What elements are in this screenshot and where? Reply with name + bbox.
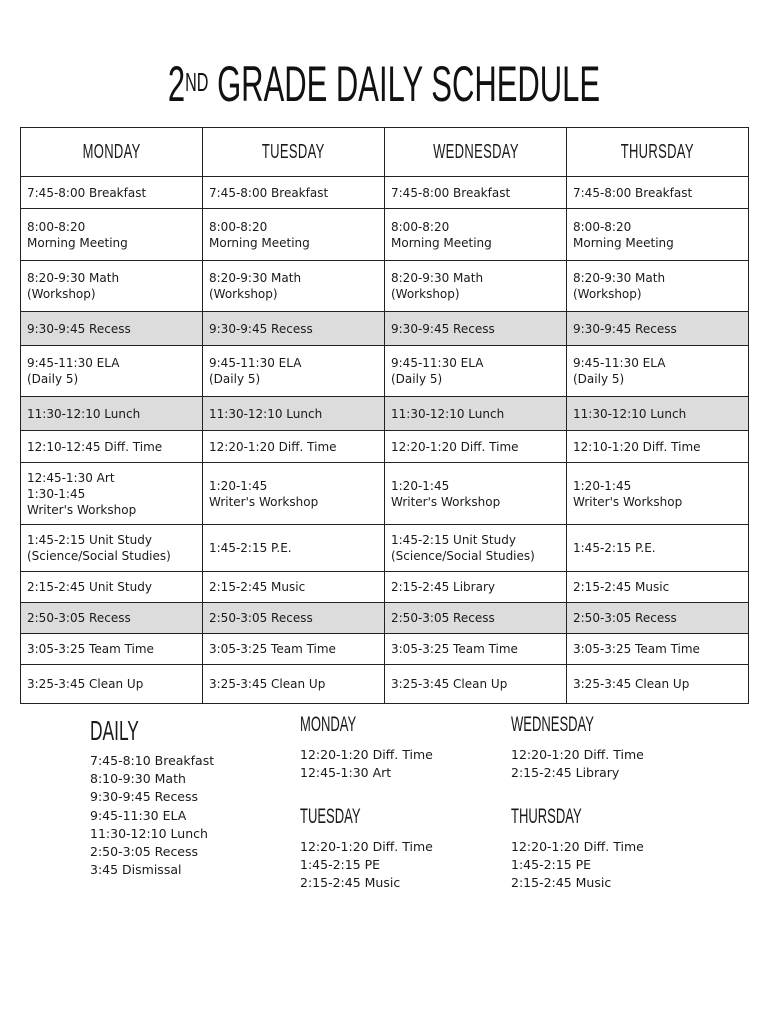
table-cell: 1:20-1:45 Writer's Workshop [567, 463, 749, 525]
schedule-table [20, 127, 749, 704]
summary-tuesday-item: 1:45-2:15 PE [300, 857, 381, 873]
table-cell: 8:00-8:20 Morning Meeting [203, 209, 385, 261]
table-cell: 12:10-1:20 Diff. Time [567, 431, 749, 463]
table-cell: 2:50-3:05 Recess [21, 603, 203, 634]
table-cell: 7:45-8:00 Breakfast [567, 177, 749, 209]
table-cell: 3:05-3:25 Team Time [385, 634, 567, 665]
summary-tuesday-item: 12:20-1:20 Diff. Time [300, 839, 433, 854]
table-row [21, 312, 749, 346]
summary-thursday [511, 802, 644, 893]
table-cell: 9:45-11:30 ELA (Daily 5) [203, 346, 385, 397]
table-cell: 3:05-3:25 Team Time [21, 634, 203, 665]
table-row [21, 634, 749, 665]
table-cell: 2:50-3:05 Recess [385, 603, 567, 634]
table-cell: 9:45-11:30 ELA (Daily 5) [567, 346, 749, 397]
table-row [21, 177, 749, 209]
summary-daily-item: 8:10-9:30 Math [90, 771, 186, 787]
table-cell: 1:20-1:45 Writer's Workshop [385, 463, 567, 525]
summary-monday-heading: MONDAY [300, 713, 357, 736]
table-row [21, 431, 749, 463]
summary-daily [90, 714, 214, 879]
table-cell: 2:50-3:05 Recess [203, 603, 385, 634]
summary-daily-item: 11:30-12:10 Lunch [90, 825, 208, 841]
summary-tuesday-item: 2:15-2:45 Music [300, 875, 401, 891]
summary-thursday-heading: THURSDAY [511, 805, 582, 828]
summary-daily-item: 7:45-8:10 Breakfast [90, 753, 215, 768]
table-row [21, 346, 749, 397]
table-cell: 8:00-8:20 Morning Meeting [21, 209, 203, 261]
table-cell: 9:30-9:45 Recess [385, 312, 567, 346]
summary-wednesday-heading: WEDNESDAY [511, 713, 594, 736]
table-row [21, 397, 749, 431]
table-cell: 8:00-8:20 Morning Meeting [567, 209, 749, 261]
table-cell: 1:20-1:45 Writer's Workshop [203, 463, 385, 525]
table-cell: 1:45-2:15 P.E. [203, 525, 385, 572]
table-cell: 8:20-9:30 Math (Workshop) [385, 261, 567, 312]
table-cell: 7:45-8:00 Breakfast [203, 177, 385, 209]
summary-daily-item: 2:50-3:05 Recess [90, 844, 199, 860]
table-row [21, 603, 749, 634]
summary-thursday-item: 2:15-2:45 Music [511, 875, 612, 891]
table-cell: 3:05-3:25 Team Time [567, 634, 749, 665]
table-cell: 3:25-3:45 Clean Up [21, 665, 203, 704]
table-cell: 1:45-2:15 P.E. [567, 525, 749, 572]
summary-tuesday-heading: TUESDAY [300, 805, 361, 828]
header-monday: MONDAY [21, 128, 203, 177]
table-cell: 3:25-3:45 Clean Up [385, 665, 567, 704]
table-cell: 11:30-12:10 Lunch [385, 397, 567, 431]
table-cell: 12:20-1:20 Diff. Time [385, 431, 567, 463]
table-cell: 8:20-9:30 Math (Workshop) [21, 261, 203, 312]
table-row [21, 525, 749, 572]
table-cell: 8:20-9:30 Math (Workshop) [203, 261, 385, 312]
header-wednesday: WEDNESDAY [385, 128, 567, 177]
summary-thursday-item: 12:20-1:20 Diff. Time [511, 839, 644, 854]
table-cell: 9:30-9:45 Recess [567, 312, 749, 346]
table-cell: 9:30-9:45 Recess [203, 312, 385, 346]
summary-daily-item: 9:45-11:30 ELA [90, 807, 187, 823]
page-title [146, 52, 622, 116]
table-cell: 11:30-12:10 Lunch [203, 397, 385, 431]
table-row [21, 463, 749, 525]
title-superscript: ND [185, 67, 209, 97]
title-number: 2 [167, 56, 186, 112]
table-cell: 12:20-1:20 Diff. Time [203, 431, 385, 463]
summary-daily-item: 3:45 Dismissal [90, 862, 182, 878]
table-cell: 7:45-8:00 Breakfast [385, 177, 567, 209]
title-text: GRADE DAILY SCHEDULE [217, 56, 601, 112]
summary-tuesday [300, 802, 433, 893]
table-cell: 1:45-2:15 Unit Study (Science/Social Studies) [21, 525, 203, 572]
summary-wednesday-item: 12:20-1:20 Diff. Time [511, 747, 644, 762]
table-cell: 3:25-3:45 Clean Up [567, 665, 749, 704]
summary-monday-item: 12:20-1:20 Diff. Time [300, 747, 433, 762]
header-tuesday: TUESDAY [203, 128, 385, 177]
table-cell: 12:45-1:30 Art 1:30-1:45 Writer's Workshop [21, 463, 203, 525]
table-cell: 8:00-8:20 Morning Meeting [385, 209, 567, 261]
table-cell: 12:10-12:45 Diff. Time [21, 431, 203, 463]
summary-daily-heading: DAILY [90, 715, 139, 746]
summary-daily-item: 9:30-9:45 Recess [90, 789, 199, 805]
table-row [21, 261, 749, 312]
header-thursday: THURSDAY [567, 128, 749, 177]
table-cell: 1:45-2:15 Unit Study (Science/Social Studies) [385, 525, 567, 572]
table-cell: 7:45-8:00 Breakfast [21, 177, 203, 209]
table-cell: 9:45-11:30 ELA (Daily 5) [21, 346, 203, 397]
table-cell: 9:45-11:30 ELA (Daily 5) [385, 346, 567, 397]
table-cell: 8:20-9:30 Math (Workshop) [567, 261, 749, 312]
table-cell: 2:50-3:05 Recess [567, 603, 749, 634]
table-cell: 9:30-9:45 Recess [21, 312, 203, 346]
table-cell: 11:30-12:10 Lunch [567, 397, 749, 431]
table-cell: 2:15-2:45 Music [203, 572, 385, 603]
summary-thursday-item: 1:45-2:15 PE [511, 857, 592, 873]
summary-wednesday-item: 2:15-2:45 Library [511, 765, 620, 781]
summary-monday-item: 12:45-1:30 Art [300, 765, 392, 781]
table-cell: 3:25-3:45 Clean Up [203, 665, 385, 704]
table-row [21, 209, 749, 261]
table-row [21, 665, 749, 704]
summary-monday [300, 710, 433, 782]
header-row [21, 128, 749, 177]
table-cell: 2:15-2:45 Unit Study [21, 572, 203, 603]
table-cell: 3:05-3:25 Team Time [203, 634, 385, 665]
table-cell: 11:30-12:10 Lunch [21, 397, 203, 431]
table-cell: 2:15-2:45 Library [385, 572, 567, 603]
table-cell: 2:15-2:45 Music [567, 572, 749, 603]
summary-wednesday [511, 710, 645, 782]
table-row [21, 572, 749, 603]
